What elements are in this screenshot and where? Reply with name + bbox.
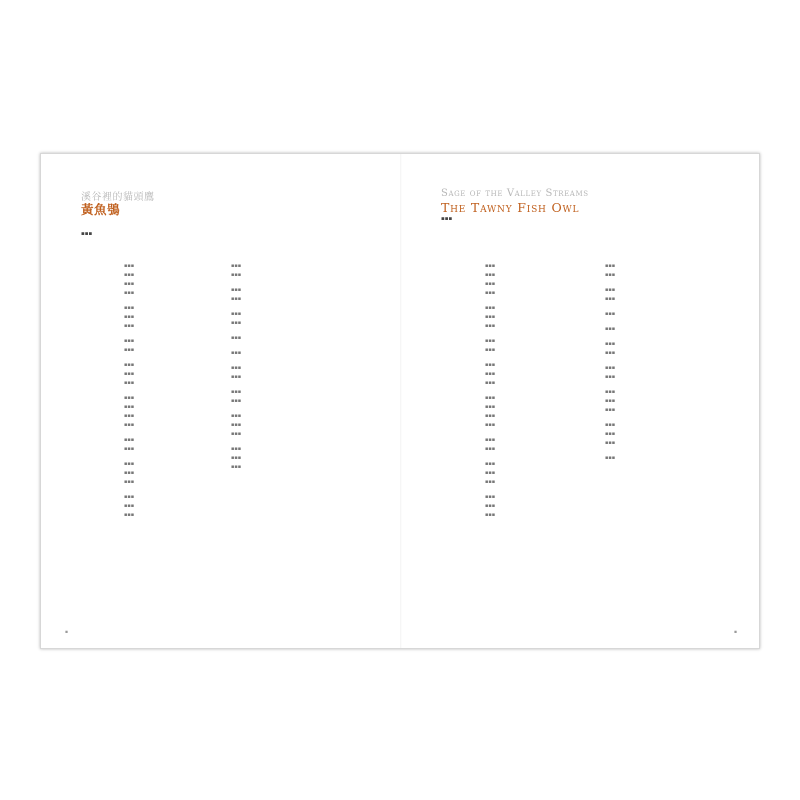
book-spread bbox=[40, 153, 760, 649]
poem-line: ▪▪▪ bbox=[485, 446, 496, 452]
poem-line: ▪▪▪ bbox=[485, 395, 496, 401]
poem-title-zh: 黃魚鴞 bbox=[81, 202, 121, 217]
poem-title-en: The Tawny Fish Owl bbox=[441, 200, 580, 215]
poem-line: ▪▪▪ bbox=[605, 311, 616, 317]
stanza bbox=[485, 394, 605, 430]
stanza bbox=[485, 337, 605, 355]
poem-line: ▪▪▪ bbox=[485, 314, 496, 320]
stanza bbox=[231, 445, 321, 472]
poem-line: ▪▪▪ bbox=[124, 347, 135, 353]
poem-line: ▪▪▪ bbox=[124, 281, 135, 287]
poem-line: ▪▪▪ bbox=[605, 365, 616, 371]
poem-line: ▪▪▪ bbox=[231, 311, 242, 317]
poem-line: ▪▪▪ bbox=[124, 371, 135, 377]
poem-line: ▪▪▪ bbox=[231, 422, 242, 428]
stanza bbox=[605, 286, 725, 304]
stanza bbox=[605, 421, 725, 448]
stanza bbox=[605, 340, 725, 358]
poem-line: ▪▪▪ bbox=[605, 374, 616, 380]
poem-line: ▪▪▪ bbox=[605, 407, 616, 413]
poem-line: ▪▪▪ bbox=[124, 446, 135, 452]
author-en: ▪▪▪ bbox=[441, 216, 453, 222]
stanza bbox=[231, 364, 321, 382]
poem-line: ▪▪▪ bbox=[605, 440, 616, 446]
poem-line: ▪▪▪ bbox=[124, 413, 135, 419]
stanza bbox=[485, 436, 605, 454]
poem-line: ▪▪▪ bbox=[124, 380, 135, 386]
stanza bbox=[605, 364, 725, 382]
page-fold bbox=[400, 154, 402, 648]
poem-line: ▪▪▪ bbox=[231, 455, 242, 461]
series-title-en: Sage of the Valley Streams bbox=[441, 188, 589, 199]
stanza bbox=[124, 262, 214, 298]
stanza bbox=[485, 361, 605, 388]
poem-line: ▪▪▪ bbox=[124, 305, 135, 311]
stanza bbox=[605, 262, 725, 280]
stanza bbox=[231, 286, 321, 304]
poem-line: ▪▪▪ bbox=[124, 512, 135, 518]
poem-line: ▪▪▪ bbox=[124, 338, 135, 344]
poem-line: ▪▪▪ bbox=[605, 296, 616, 302]
poem-column-zh-2 bbox=[231, 262, 321, 478]
stanza bbox=[605, 310, 725, 319]
stanza bbox=[605, 388, 725, 415]
stanza bbox=[124, 304, 214, 331]
poem-line: ▪▪▪ bbox=[485, 305, 496, 311]
stanza bbox=[124, 394, 214, 430]
poem-line: ▪▪▪ bbox=[605, 398, 616, 404]
poem-line: ▪▪▪ bbox=[605, 431, 616, 437]
poem-line: ▪▪▪ bbox=[124, 470, 135, 476]
poem-line: ▪▪▪ bbox=[485, 512, 496, 518]
poem-line: ▪▪▪ bbox=[124, 479, 135, 485]
poem-line: ▪▪▪ bbox=[124, 404, 135, 410]
poem-line: ▪▪▪ bbox=[231, 350, 242, 356]
poem-line: ▪▪▪ bbox=[605, 272, 616, 278]
poem-line: ▪▪▪ bbox=[231, 272, 242, 278]
poem-line: ▪▪▪ bbox=[231, 398, 242, 404]
poem-line: ▪▪▪ bbox=[485, 470, 496, 476]
poem-line: ▪▪▪ bbox=[124, 263, 135, 269]
poem-line: ▪▪▪ bbox=[231, 335, 242, 341]
poem-line: ▪▪▪ bbox=[485, 494, 496, 500]
poem-line: ▪▪▪ bbox=[231, 431, 242, 437]
author-zh: ▪▪▪ bbox=[81, 231, 93, 237]
poem-line: ▪▪▪ bbox=[231, 287, 242, 293]
poem-line: ▪▪▪ bbox=[485, 290, 496, 296]
stanza bbox=[124, 436, 214, 454]
stanza bbox=[124, 460, 214, 487]
poem-line: ▪▪▪ bbox=[485, 272, 496, 278]
page-number-left: ▪ bbox=[65, 630, 69, 635]
poem-line: ▪▪▪ bbox=[605, 341, 616, 347]
poem-line: ▪▪▪ bbox=[231, 263, 242, 269]
poem-line: ▪▪▪ bbox=[124, 323, 135, 329]
poem-line: ▪▪▪ bbox=[231, 446, 242, 452]
poem-line: ▪▪▪ bbox=[231, 365, 242, 371]
poem-line: ▪▪▪ bbox=[605, 326, 616, 332]
poem-line: ▪▪▪ bbox=[124, 314, 135, 320]
poem-column-en-2 bbox=[605, 262, 725, 469]
poem-line: ▪▪▪ bbox=[485, 347, 496, 353]
poem-line: ▪▪▪ bbox=[605, 350, 616, 356]
poem-line: ▪▪▪ bbox=[605, 263, 616, 269]
poem-line: ▪▪▪ bbox=[605, 389, 616, 395]
poem-line: ▪▪▪ bbox=[231, 413, 242, 419]
poem-line: ▪▪▪ bbox=[485, 263, 496, 269]
poem-line: ▪▪▪ bbox=[124, 422, 135, 428]
poem-line: ▪▪▪ bbox=[124, 494, 135, 500]
poem-line: ▪▪▪ bbox=[485, 413, 496, 419]
stanza bbox=[231, 262, 321, 280]
poem-column-en-1 bbox=[485, 262, 605, 526]
stanza bbox=[605, 454, 725, 463]
poem-line: ▪▪▪ bbox=[485, 437, 496, 443]
poem-line: ▪▪▪ bbox=[124, 290, 135, 296]
stanza bbox=[605, 325, 725, 334]
stanza bbox=[485, 262, 605, 298]
poem-line: ▪▪▪ bbox=[124, 437, 135, 443]
poem-line: ▪▪▪ bbox=[485, 371, 496, 377]
poem-line: ▪▪▪ bbox=[124, 272, 135, 278]
poem-line: ▪▪▪ bbox=[605, 455, 616, 461]
poem-line: ▪▪▪ bbox=[124, 395, 135, 401]
poem-line: ▪▪▪ bbox=[231, 374, 242, 380]
stanza bbox=[124, 493, 214, 520]
poem-line: ▪▪▪ bbox=[485, 422, 496, 428]
page-number-right: ▪ bbox=[734, 630, 738, 635]
stanza bbox=[485, 304, 605, 331]
poem-line: ▪▪▪ bbox=[485, 281, 496, 287]
poem-line: ▪▪▪ bbox=[485, 461, 496, 467]
poem-line: ▪▪▪ bbox=[231, 320, 242, 326]
stanza bbox=[485, 460, 605, 487]
stanza bbox=[231, 349, 321, 358]
stanza bbox=[485, 493, 605, 520]
poem-line: ▪▪▪ bbox=[605, 287, 616, 293]
poem-column-zh-1 bbox=[124, 262, 214, 526]
stanza bbox=[231, 310, 321, 328]
poem-line: ▪▪▪ bbox=[485, 338, 496, 344]
poem-line: ▪▪▪ bbox=[485, 362, 496, 368]
poem-line: ▪▪▪ bbox=[231, 464, 242, 470]
poem-line: ▪▪▪ bbox=[124, 362, 135, 368]
poem-line: ▪▪▪ bbox=[231, 296, 242, 302]
stanza bbox=[124, 361, 214, 388]
series-title-zh: 溪谷裡的貓頭鷹 bbox=[81, 192, 155, 203]
stanza bbox=[231, 334, 321, 343]
poem-line: ▪▪▪ bbox=[485, 479, 496, 485]
stanza bbox=[231, 388, 321, 406]
poem-line: ▪▪▪ bbox=[485, 380, 496, 386]
poem-line: ▪▪▪ bbox=[485, 404, 496, 410]
stanza bbox=[124, 337, 214, 355]
stanza bbox=[231, 412, 321, 439]
poem-line: ▪▪▪ bbox=[485, 323, 496, 329]
poem-line: ▪▪▪ bbox=[124, 503, 135, 509]
poem-line: ▪▪▪ bbox=[485, 503, 496, 509]
poem-line: ▪▪▪ bbox=[124, 461, 135, 467]
poem-line: ▪▪▪ bbox=[605, 422, 616, 428]
poem-line: ▪▪▪ bbox=[231, 389, 242, 395]
